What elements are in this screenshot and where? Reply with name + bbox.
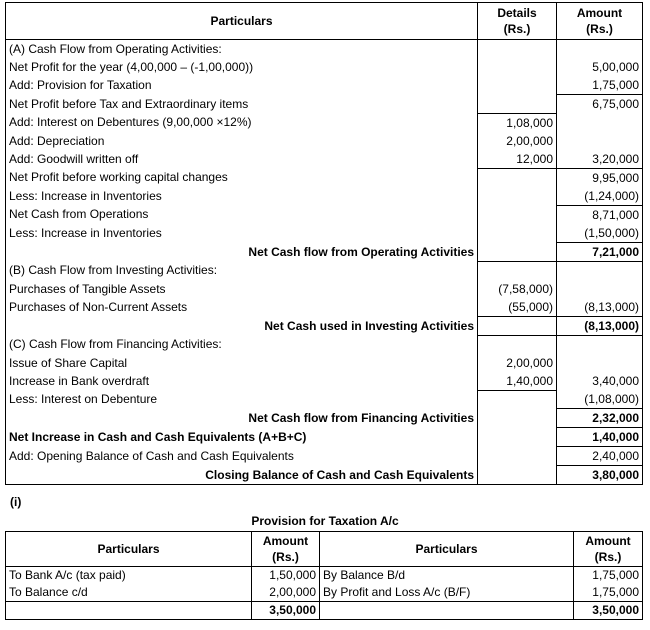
table-row xyxy=(6,132,643,150)
row-details: 12,000 xyxy=(478,150,557,169)
row-particular: Add: Opening Balance of Cash and Cash Equivalents xyxy=(6,447,478,466)
table-row xyxy=(6,447,643,466)
row-amount: 9,95,000 xyxy=(557,168,643,187)
row-details: (7,58,000) xyxy=(478,280,557,298)
row-particular: Issue of Share Capital xyxy=(6,354,478,372)
row-particular: Net Cash from Operations xyxy=(6,205,478,224)
ledger-debit-particulars-header: Particulars xyxy=(6,532,252,567)
ledger-row xyxy=(6,584,643,602)
row-details xyxy=(478,168,557,187)
ledger-amount-unit: (Rs.) xyxy=(594,550,622,564)
ledger-row xyxy=(6,567,643,585)
row-amount: 3,80,000 xyxy=(557,466,643,485)
amount-header xyxy=(557,3,643,40)
row-details xyxy=(478,409,557,428)
ledger-amount-label: Amount xyxy=(262,534,309,548)
cash-flow-statement-table xyxy=(5,2,643,485)
table-row xyxy=(6,76,643,95)
row-details xyxy=(478,224,557,243)
row-details: 1,08,000 xyxy=(478,113,557,132)
ledger-credit-particular: By Profit and Loss A/c (B/F) xyxy=(320,584,574,602)
row-amount: 1,75,000 xyxy=(557,76,643,95)
row-details xyxy=(478,261,557,280)
row-details: 2,00,000 xyxy=(478,132,557,150)
row-particular: Increase in Bank overdraft xyxy=(6,372,478,391)
particulars-header: Particulars xyxy=(6,3,478,40)
table-header-row xyxy=(6,3,643,40)
row-particular: (C) Cash Flow from Financing Activities: xyxy=(6,335,478,354)
row-amount xyxy=(557,354,643,372)
row-amount: (8,13,000) xyxy=(557,298,643,317)
table-row xyxy=(6,187,643,206)
table-row xyxy=(6,372,643,391)
row-details xyxy=(478,242,557,261)
row-details xyxy=(478,390,557,409)
row-particular: Purchases of Non-Current Assets xyxy=(6,298,478,317)
row-particular: (A) Cash Flow from Operating Activities: xyxy=(6,40,478,59)
ledger-debit-particular xyxy=(6,602,252,620)
row-particular: Net Profit before working capital changes xyxy=(6,168,478,187)
table-row xyxy=(6,224,643,243)
amount-header-unit: (Rs.) xyxy=(586,22,613,36)
row-amount xyxy=(557,113,643,132)
row-details xyxy=(478,335,557,354)
table-row xyxy=(6,261,643,280)
details-header-label: Details xyxy=(497,6,537,20)
row-details xyxy=(478,205,557,224)
row-amount xyxy=(557,280,643,298)
row-amount: 3,20,000 xyxy=(557,150,643,169)
row-details xyxy=(478,316,557,335)
ledger-debit-amount: 1,50,000 xyxy=(252,567,320,585)
row-amount: (1,24,000) xyxy=(557,187,643,206)
section-label: (i) xyxy=(10,495,22,509)
row-details: 1,40,000 xyxy=(478,372,557,391)
table-row xyxy=(6,428,643,447)
row-amount: 2,32,000 xyxy=(557,409,643,428)
row-amount: 6,75,000 xyxy=(557,95,643,114)
row-particular: Less: Interest on Debenture xyxy=(6,390,478,409)
row-particular: Net Cash used in Investing Activities xyxy=(6,316,478,335)
table-row xyxy=(6,335,643,354)
row-amount: (1,08,000) xyxy=(557,390,643,409)
row-amount: 3,40,000 xyxy=(557,372,643,391)
row-amount: 7,21,000 xyxy=(557,242,643,261)
table-row xyxy=(6,168,643,187)
table-row xyxy=(6,95,643,114)
ledger-debit-amount-header xyxy=(252,532,320,567)
ledger-debit-particular: To Balance c/d xyxy=(6,584,252,602)
ledger-amount-label: Amount xyxy=(585,534,631,548)
ledger-credit-particular: By Balance B/d xyxy=(320,567,574,585)
row-particular: Net Profit before Tax and Extraordinary items xyxy=(6,95,478,114)
row-details xyxy=(478,447,557,466)
row-particular: Net Increase in Cash and Cash Equivalents (A+B+C) xyxy=(6,428,478,447)
row-particular: (B) Cash Flow from Investing Activities: xyxy=(6,261,478,280)
ledger-amount-unit: (Rs.) xyxy=(272,550,299,564)
row-amount xyxy=(557,132,643,150)
row-particular: Add: Interest on Debentures (9,00,000 ×12%) xyxy=(6,113,478,132)
table-row xyxy=(6,150,643,169)
row-amount: 5,00,000 xyxy=(557,58,643,76)
row-particular: Closing Balance of Cash and Cash Equivalents xyxy=(6,466,478,485)
table-row xyxy=(6,390,643,409)
row-details: 2,00,000 xyxy=(478,354,557,372)
row-particular: Add: Provision for Taxation xyxy=(6,76,478,95)
ledger-credit-total: 3,50,000 xyxy=(574,602,643,620)
row-particular: Purchases of Tangible Assets xyxy=(6,280,478,298)
row-particular: Add: Depreciation xyxy=(6,132,478,150)
row-details xyxy=(478,95,557,114)
row-details xyxy=(478,466,557,485)
row-particular: Net Cash flow from Operating Activities xyxy=(6,242,478,261)
row-amount xyxy=(557,261,643,280)
table-row xyxy=(6,316,643,335)
ledger-credit-amount: 1,75,000 xyxy=(574,567,643,585)
row-amount: (1,50,000) xyxy=(557,224,643,243)
row-amount: 8,71,000 xyxy=(557,205,643,224)
table-row xyxy=(6,280,643,298)
provision-for-taxation-ledger xyxy=(5,531,643,620)
ledger-debit-amount: 2,00,000 xyxy=(252,584,320,602)
amount-header-label: Amount xyxy=(576,6,623,20)
details-header-unit: (Rs.) xyxy=(503,22,531,36)
row-details xyxy=(478,428,557,447)
ledger-credit-particulars-header: Particulars xyxy=(320,532,574,567)
row-amount: (8,13,000) xyxy=(557,316,643,335)
row-details xyxy=(478,40,557,59)
row-particular: Add: Goodwill written off xyxy=(6,150,478,169)
details-header xyxy=(478,3,557,40)
row-particular: Less: Increase in Inventories xyxy=(6,187,478,206)
table-row xyxy=(6,242,643,261)
table-row xyxy=(6,113,643,132)
ledger-debit-total: 3,50,000 xyxy=(252,602,320,620)
table-row xyxy=(6,298,643,317)
row-particular: Net Profit for the year (4,00,000 – (-1,00,000)) xyxy=(6,58,478,76)
row-amount xyxy=(557,40,643,59)
table-row xyxy=(6,354,643,372)
ledger-header-row xyxy=(6,532,643,567)
row-details: (55,000) xyxy=(478,298,557,317)
ledger-credit-amount-header xyxy=(574,532,643,567)
ledger-credit-particular xyxy=(320,602,574,620)
ledger-credit-amount: 1,75,000 xyxy=(574,584,643,602)
row-details xyxy=(478,58,557,76)
row-details xyxy=(478,76,557,95)
row-particular: Less: Increase in Inventories xyxy=(6,224,478,243)
row-amount: 2,40,000 xyxy=(557,447,643,466)
row-details xyxy=(478,187,557,206)
ledger-total-row xyxy=(6,602,643,620)
table-row xyxy=(6,58,643,76)
ledger-title: Provision for Taxation A/c xyxy=(251,514,399,528)
row-amount: 1,40,000 xyxy=(557,428,643,447)
row-amount xyxy=(557,335,643,354)
row-particular: Net Cash flow from Financing Activities xyxy=(6,409,478,428)
table-row xyxy=(6,205,643,224)
table-row xyxy=(6,409,643,428)
ledger-debit-particular: To Bank A/c (tax paid) xyxy=(6,567,252,585)
table-row xyxy=(6,40,643,59)
table-row xyxy=(6,466,643,485)
